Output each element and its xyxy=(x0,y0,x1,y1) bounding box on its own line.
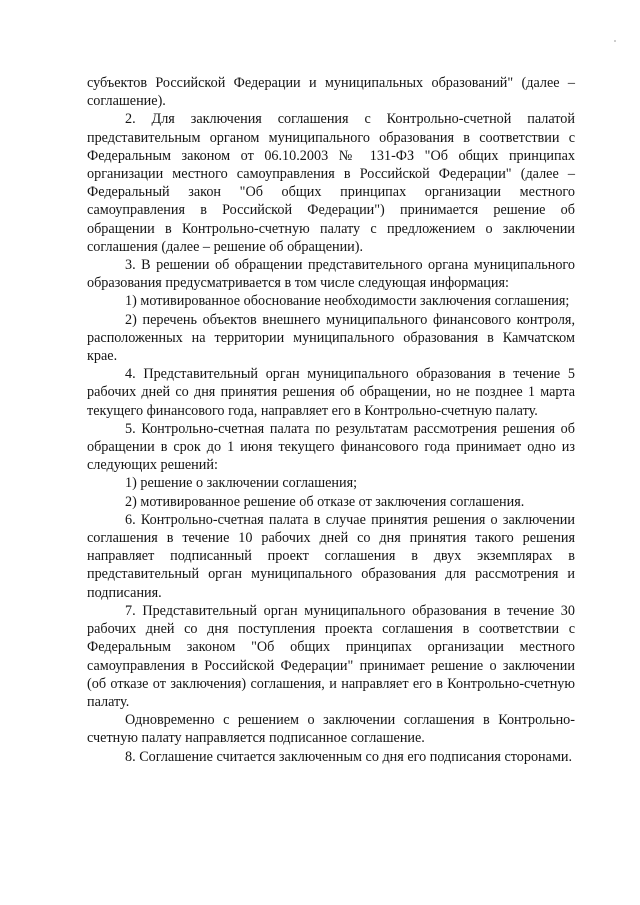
paragraph-7: 7. Представительный орган муниципального образования в течение 30 рабочих дней со дня поступления проекта соглашения в соответствии с Федеральным законом "Об общих принципах организации местного самоуправления в Российской Федерации" принимает решение о заключении (об отказе от заключения) соглашения, и направляет его в Контрольно-счетную палату. xyxy=(87,602,575,710)
paragraph-7-continuation: Одновременно с решением о заключении соглашения в Контрольно-счетную палату направляется подписанное соглашение. xyxy=(87,712,575,747)
paragraph-4: 4. Представительный орган муниципального образования в течение 5 рабочих дней со дня принятия решения об обращении, но не позднее 1 марта текущего финансового года, направляет его в Контрольно-счетную палату. xyxy=(87,366,575,419)
paragraph-5-item-2: 2) мотивированное решение об отказе от заключения соглашения. xyxy=(125,493,525,510)
paragraph-3-item-1: 1) мотивированное обоснование необходимости заключения соглашения; xyxy=(125,293,570,310)
paragraph-6: 6. Контрольно-счетная палата в случае принятия решения о заключении соглашения в течение 10 рабочих дней со дня принятия такого решения направляет подписанный проект соглашения в двух экземплярах в представительный орган муниципального образования для рассмотрения и подписания. xyxy=(87,511,575,601)
paragraph-3-item-2: 2) перечень объектов внешнего муниципального финансового контроля, расположенных на территории муниципального образования в Камчатском крае. xyxy=(87,311,575,365)
paragraph-8: 8. Соглашение считается заключенным со дня его подписания сторонами. xyxy=(125,748,573,765)
document-body xyxy=(87,74,575,766)
paragraph-5: 5. Контрольно-счетная палата по результатам рассмотрения решения об обращении в срок до 1 июня текущего финансового года принимает одно из следующих решений: xyxy=(87,420,575,474)
scan-speck xyxy=(614,40,616,42)
paragraph-continuation: субъектов Российской Федерации и муниципальных образований" (далее – соглашение). xyxy=(87,75,575,110)
paragraph-3: 3. В решении об обращении представительного органа муниципального образования предусматривается в том числе следующая информация: xyxy=(87,257,575,292)
paragraph-5-item-1: 1) решение о заключении соглашения; xyxy=(125,475,358,492)
paragraph-2: 2. Для заключения соглашения с Контрольно-счетной палатой представительным органом муниципального образования в соответствии с Федеральным законом от 06.10.2003 № 131-ФЗ "Об общих принципах организации местного самоуправления в Российской Федерации" (далее – Федеральный закон "Об общих принципах организации местного самоуправления в Российской Федерации") принимается решение об обращении в Контрольно-счетную палату с предложением о заключении соглашения (далее – решение об обращении). xyxy=(87,111,575,255)
